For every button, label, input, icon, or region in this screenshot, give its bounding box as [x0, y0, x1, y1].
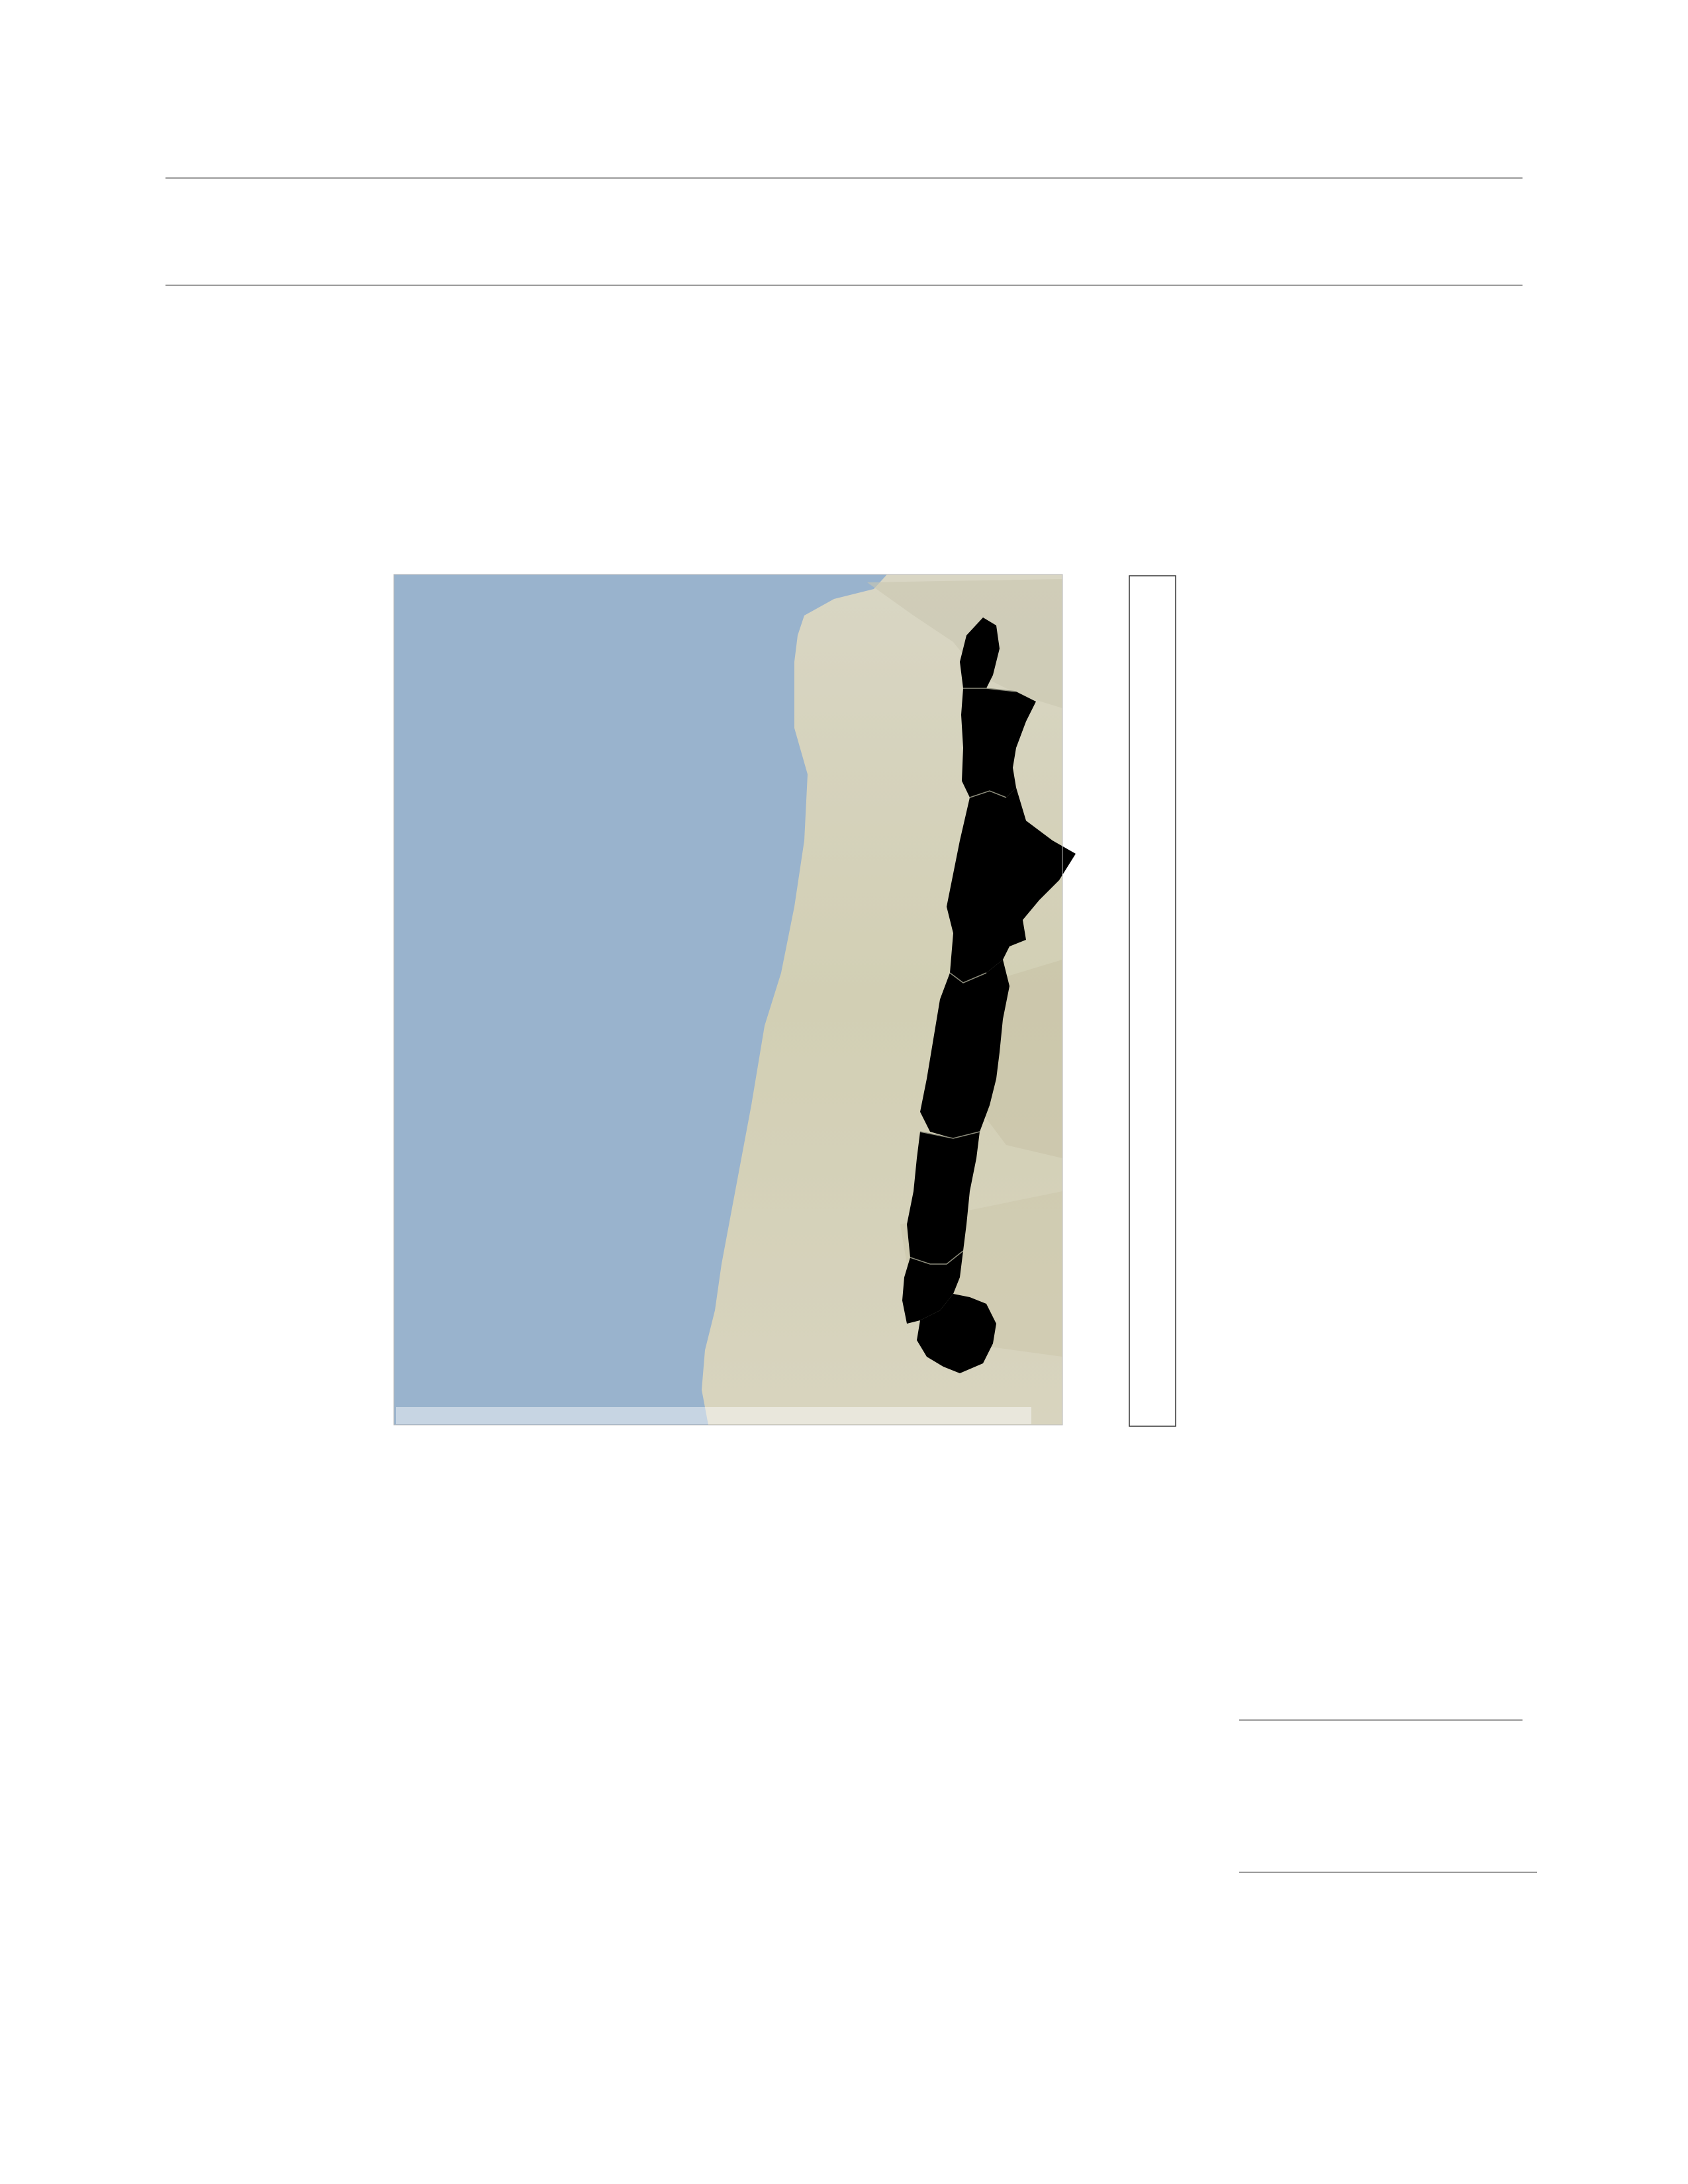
colorbar [1129, 576, 1176, 1426]
title-rule [165, 285, 1523, 286]
map-panel [394, 574, 1076, 1425]
colorbar-bar [1129, 576, 1176, 1426]
header-rule [165, 177, 1523, 179]
sidebar-rule [1239, 1872, 1537, 1873]
attribution-bg [396, 1407, 1031, 1424]
sidebar-rule [1239, 1719, 1523, 1721]
covid-map-figure [371, 563, 1337, 1476]
